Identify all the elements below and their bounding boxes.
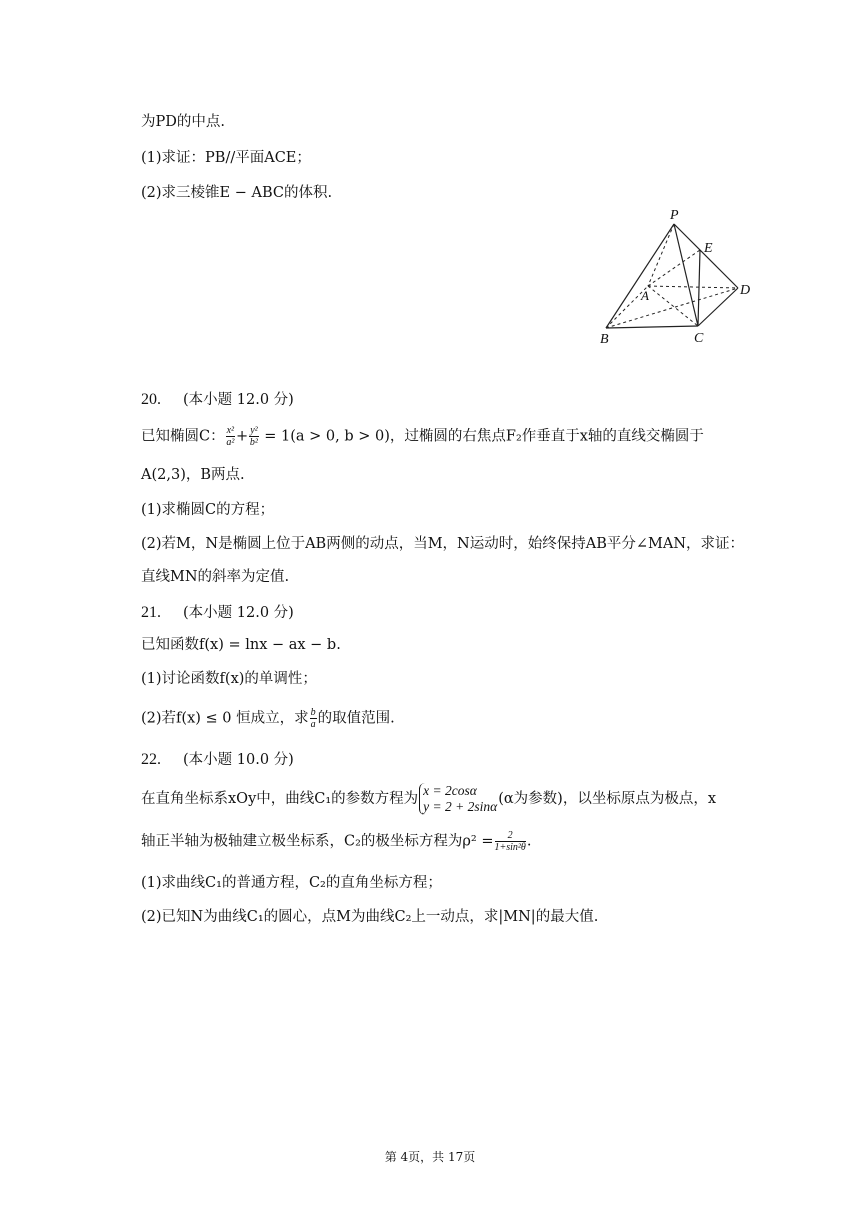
frac-denominator: b² <box>249 437 258 448</box>
q19-text-line-0: 为PD的中点. <box>141 114 225 130</box>
edge-PC <box>674 224 698 326</box>
label-P: P <box>670 208 679 223</box>
pyramid-figure <box>592 200 762 350</box>
q20-score: (本小题 12.0 分) <box>183 392 294 408</box>
fraction-x2-a2 <box>226 425 235 448</box>
label-E: E <box>704 241 713 256</box>
edge-PD <box>674 224 738 288</box>
q21-part-2-tail: 的取值范围. <box>317 710 395 727</box>
q22-header <box>141 748 294 769</box>
q22-line-2-tail: . <box>526 833 532 850</box>
q22-line-1-tail: (α为参数)，以坐标原点为极点，x <box>498 791 717 807</box>
edge-AD <box>648 286 738 288</box>
parametric-system <box>419 783 497 815</box>
q20-part-1: (1)求椭圆C的方程； <box>141 502 275 518</box>
q20-header <box>141 388 294 409</box>
edge-AE <box>648 250 700 286</box>
q20-number: 20. <box>141 391 161 408</box>
frac-numerator: 2 <box>495 830 526 842</box>
q22-line-2 <box>141 830 531 853</box>
edge-PA <box>648 224 674 286</box>
frac-numerator: y² <box>250 425 258 436</box>
label-C: C <box>694 331 704 346</box>
q19-part-2: (2)求三棱锥E − ABC的体积. <box>141 185 333 201</box>
q20-line-1-lead: 已知椭圆C： <box>141 428 225 445</box>
label-B: B <box>600 332 609 347</box>
label-D: D <box>740 283 751 298</box>
q19-part-1: (1)求证：PB//平面ACE； <box>141 150 311 166</box>
q20-line-1-tail: = 1(a > 0, b > 0)，过椭圆的右焦点F₂作垂直于x轴的直线交椭圆于 <box>264 428 704 445</box>
q22-line-1 <box>141 783 716 815</box>
q20-line-1 <box>141 425 704 448</box>
q22-part-2: (2)已知N为曲线C₁的圆心，点M为曲线C₂上一动点，求|MN|的最大值. <box>141 909 599 925</box>
q22-line-1-lead: 在直角坐标系xOy中，曲线C₁的参数方程为 <box>141 791 419 807</box>
edge-BC <box>606 326 698 328</box>
label-A: A <box>641 288 649 303</box>
system-eq-1: x = 2cosα <box>423 783 477 798</box>
q22-number: 22. <box>141 751 161 768</box>
q20-line-2: A(2,3)，B两点. <box>141 467 245 483</box>
fraction-y2-b2 <box>249 425 258 448</box>
edge-BD <box>606 288 738 328</box>
frac-denominator: 1+sin²θ <box>494 842 526 853</box>
system-eq-2: y = 2 + 2sinα <box>423 799 498 814</box>
frac-denominator: a <box>310 719 316 730</box>
frac-numerator: x² <box>226 425 235 436</box>
q22-line-2-lead: 轴正半轴为极轴建立极坐标系，C₂的极坐标方程为ρ² = <box>141 833 494 850</box>
edge-PB <box>606 224 674 328</box>
q20-line-5: 直线MN的斜率为定值. <box>141 569 290 585</box>
edge-EC <box>698 250 700 326</box>
q22-score: (本小题 10.0 分) <box>183 752 294 768</box>
fraction-polar <box>495 830 526 853</box>
frac-denominator: a² <box>226 437 235 448</box>
frac-numerator: b <box>310 707 316 718</box>
q20-part-2: (2)若M，N是椭圆上位于AB两侧的动点，当M，N运动时，始终保持AB平分∠MAN，求证： <box>141 536 745 552</box>
fraction-b-a <box>310 707 317 730</box>
q21-part-1: (1)讨论函数f(x)的单调性； <box>141 671 317 687</box>
q21-line-1: 已知函数f(x) = lnx − ax − b. <box>141 637 341 653</box>
q21-part-2-lead: (2)若f(x) ≤ 0 恒成立，求 <box>141 710 309 727</box>
plus-sign: + <box>236 428 249 445</box>
q22-part-1: (1)求曲线C₁的普通方程，C₂的直角坐标方程； <box>141 875 442 891</box>
q21-number: 21. <box>141 604 161 621</box>
q21-header <box>141 601 294 622</box>
page-footer: 第 4页，共 17页 <box>384 1150 476 1164</box>
q21-part-2 <box>141 707 395 730</box>
q21-score: (本小题 12.0 分) <box>183 605 294 621</box>
edge-CD <box>698 288 738 326</box>
